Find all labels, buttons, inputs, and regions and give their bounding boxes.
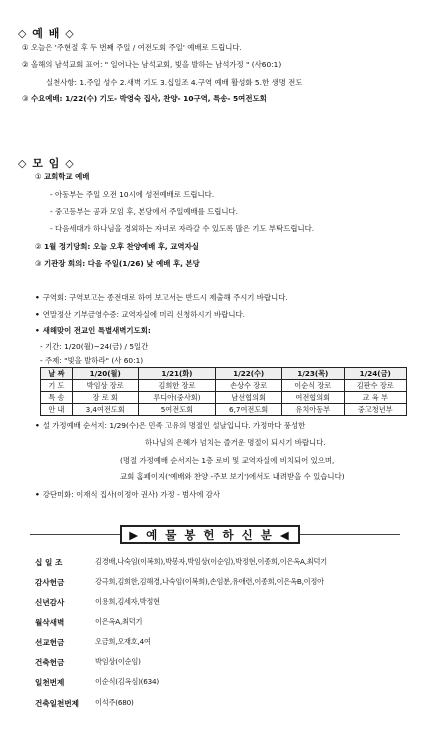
notice-text: 구역회: 구역보고는 종전대로 하여 보고서는 반드시 제출해 주시기 바랍니다. [42,293,288,302]
school-line-2: - 중고등부는 공과 모임 후, 본당에서 주일예배를 드립니다. [50,207,239,216]
offering-label: 십 일 조 [35,557,63,567]
table-cell: 김판수 장로 [344,380,407,392]
table-cell: 남선협의회 [216,392,282,404]
table-cell: 장 로 회 [72,392,138,404]
meeting-item-text: 1월 정기당회: 오늘 오후 찬양예배 후, 교역자실 [44,242,199,251]
bullet: • [35,421,40,430]
worship-item-2 [22,60,281,70]
notice-tax-receipt [35,310,245,320]
table-cell: 유치아동부 [282,404,344,416]
table-header: 날 짜 [41,368,73,380]
offering-names: 박임상(이순임) [95,657,141,666]
item-number: ① [35,172,42,181]
offering-names: 강극희,김희한,김해경,나숙임(이복희),손임분,유애련,이종희,이은옥B,이정아 [95,577,324,586]
table-header: 1/23(목) [282,368,344,380]
school-title: 교회학교 예배 [44,172,90,181]
offering-row [35,635,151,649]
offering-banner: ▶ 예 물 봉 헌 하 신 분 ◀ [120,525,300,544]
meeting-item-text: 기관장 회의: 다음 주일(1/26) 낮 예배 후, 본당 [44,259,200,268]
table-cell: 김희한 장로 [138,380,216,392]
worship-item-text: 수요예배: 1/22(수) 기도- 박영숙 집사, 찬양- 10구역, 특송- 5여전도회 [31,94,267,103]
offering-label: 감사헌금 [35,577,65,587]
table-header: 1/20(월) [72,368,138,380]
table-cell: 루디아(중사회) [138,392,216,404]
table-cell: 특 송 [41,392,73,404]
notice-text: 연말정산 기부금영수증: 교역자실에 미리 신청하시기 바랍니다. [42,310,245,319]
worship-heading: ◇ 예 배 ◇ [18,27,75,40]
offering-names: 이석주(680) [95,698,134,707]
table-cell: 손상수 장로 [216,380,282,392]
item-number: ② [35,242,42,251]
school-title-row [35,172,89,182]
table-cell: 5여전도회 [138,404,216,416]
meeting-item-2 [35,242,199,252]
table-header: 1/24(금) [344,368,407,380]
offering-label: 일천번제 [35,677,65,687]
table-header: 1/22(수) [216,368,282,380]
table-cell: 안 내 [41,404,73,416]
item-number: ① [22,43,29,52]
offering-names: 오금희,오재호,4여 [95,637,151,646]
offering-row [35,615,142,629]
table-cell: 3,4여전도회 [72,404,138,416]
worship-item-text: 오늘은 '주현절 후 두 번째 주일 / 여전도회 주일' 예배로 드립니다. [31,43,242,52]
worship-item-text: 올해의 남석교회 표어: " 일어나는 남석교회, 빛을 발하는 남석가정 " (사60:1) [31,60,282,69]
offering-names: 김경배,나숙임(이복희),박봉자,박임상(이순임),박정현,이종희,이은옥A,최덕기 [95,557,328,566]
notice-district [35,293,288,303]
notice-text: 강단미화: 이재식 집사(이정아 권사) 가정 - 범사에 감사 [42,490,221,499]
meeting-item-3 [35,259,200,269]
offering-names: 이순식(김옥심)(634) [95,677,159,686]
notice-altar-flowers [35,490,220,500]
bullet: • [35,326,40,335]
notice-holiday-worship [35,421,305,431]
table-cell: 여전협의회 [282,392,344,404]
holiday-line-3: (명절 가정예배 순서지는 1층 로비 및 교역자실에 비치되어 있으며, [120,456,335,465]
table-row [41,404,407,416]
item-number: ② [22,60,29,69]
offering-names: 이은옥A,최덕기 [95,617,143,626]
school-line-1: - 아동부는 주일 오전 10시에 성전예배로 드립니다. [50,190,215,199]
table-header: 1/21(화) [138,368,216,380]
bullet: • [35,293,40,302]
offering-label: 건축헌금 [35,657,65,667]
bullet: • [35,310,40,319]
offering-label: 월삭새벽 [35,617,65,627]
holiday-line-2: 하나님의 은혜가 넘치는 즐거운 명절이 되시기 바랍니다. [145,438,326,447]
worship-practice: 실천사항: 1.주일 성수 2.새벽 기도 3.십일조 4.구역 예배 활성화 5.한 생명 전도 [46,78,303,87]
notice-text: 새해맞이 전교인 특별새벽기도회: [42,326,151,335]
item-number: ③ [22,94,29,103]
prayer-schedule-table [40,367,407,416]
offering-row [35,575,324,589]
table-cell: 6,7여전도회 [216,404,282,416]
offering-row [35,696,134,710]
table-row [41,380,407,392]
dawn-prayer-theme: - 주제: "빛을 발하라" (사 60:1) [40,356,144,365]
offering-label: 건축일천번제 [35,698,80,708]
offering-label: 신년감사 [35,597,65,607]
offering-names: 이용희,김세자,박정현 [95,597,160,606]
notice-dawn-prayer [35,326,151,336]
table-header-row [41,368,407,380]
worship-item-1 [22,43,242,53]
meeting-heading: ◇ 모 임 ◇ [18,157,75,170]
table-cell: 기 도 [41,380,73,392]
dawn-prayer-period: - 기간: 1/20(월)~24(금) / 5일간 [40,342,149,351]
table-cell: 이순식 장로 [282,380,344,392]
offering-label: 선교헌금 [35,637,65,647]
offering-row [35,655,141,669]
bullet: • [35,490,40,499]
table-cell: 중고청년부 [344,404,407,416]
item-number: ③ [35,259,42,268]
worship-item-3 [22,94,267,104]
table-cell: 교 육 부 [344,392,407,404]
offering-row [35,595,160,609]
offering-row [35,675,159,689]
table-row [41,392,407,404]
holiday-line-4: 교회 홈페이지('예배와 찬양 -주보 보기')에서도 내려받을 수 있습니다) [120,472,345,481]
table-cell: 박임상 장로 [72,380,138,392]
offering-row [35,555,327,569]
school-line-3: - 다음세대가 하나님을 경외하는 자녀로 자라갈 수 있도록 많은 기도 부탁드립니다. [50,224,315,233]
notice-text: 설 가정예배 순서지: 1/29(수)은 민족 고유의 명절인 설날입니다. 가정마다 풍성한 [42,421,306,430]
